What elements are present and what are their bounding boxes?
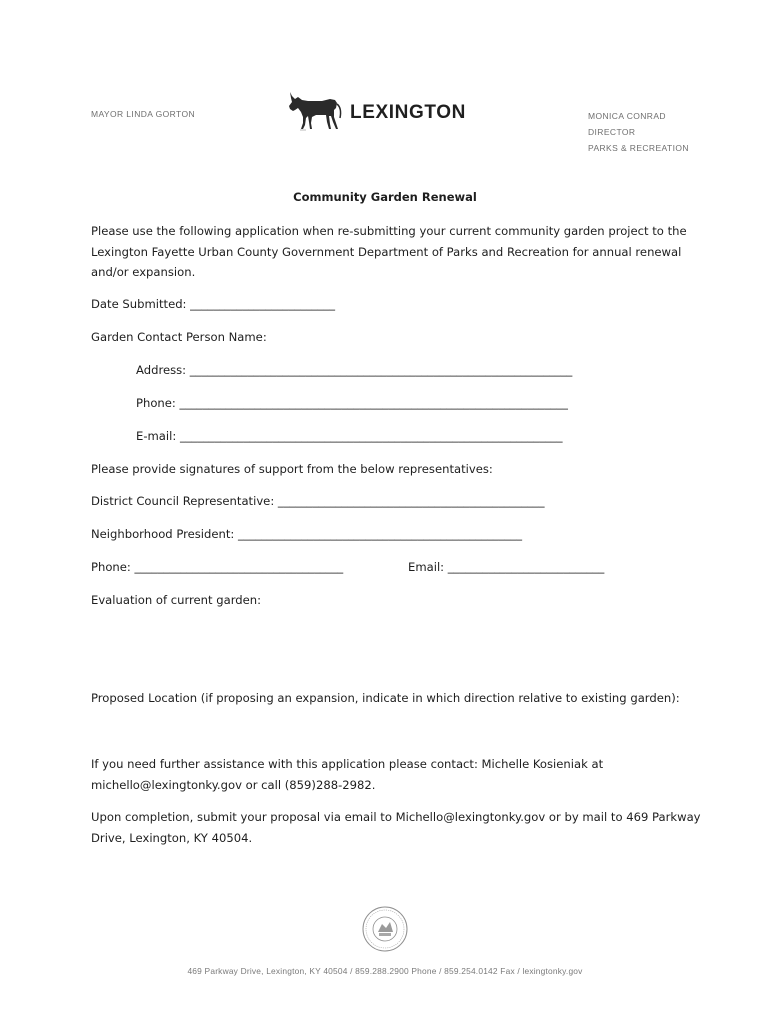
footer-contact: 469 Parkway Drive, Lexington, KY 40504 / 859.288.2900 Phone / 859.254.0142 Fax / lexingtonky.gov <box>187 966 583 976</box>
intro-line: Lexington Fayette Urban County Government Department of Parks and Recreation for annual renewal <box>91 244 682 259</box>
district-rep-field[interactable]: District Council Representative: ______________________________________________ <box>91 494 545 508</box>
form-title: Community Garden Renewal <box>293 190 477 204</box>
logo-wordmark: LEXINGTON <box>350 102 466 123</box>
evaluation-label: Evaluation of current garden: <box>91 593 261 607</box>
horse-icon <box>286 90 344 134</box>
assistance-line: If you need further assistance with this application please contact: Michelle Kosieniak at <box>91 757 604 771</box>
date-submitted-field[interactable]: Date Submitted: _________________________ <box>91 297 336 311</box>
proposed-location-label: Proposed Location (if proposing an expansion, indicate in which direction relative to existing garden): <box>91 691 680 705</box>
address-field[interactable]: Address: __________________________________________________________________ <box>136 363 573 377</box>
city-seal-icon <box>362 906 408 952</box>
director-block <box>588 108 689 156</box>
submission-line: Upon completion, submit your proposal via email to Michello@lexingtonky.gov or by mail to 469 Parkway <box>91 810 701 824</box>
mayor-name: MAYOR LINDA GORTON <box>91 109 196 119</box>
department-name: PARKS & RECREATION <box>588 143 689 153</box>
director-name: MONICA CONRAD <box>588 111 666 121</box>
intro-paragraph <box>91 221 687 283</box>
submission-line: Drive, Lexington, KY 40504. <box>91 830 253 845</box>
rep-phone-field[interactable]: Phone: ____________________________________ <box>91 560 344 574</box>
phone-field[interactable]: Phone: ___________________________________________________________________ <box>136 396 568 410</box>
assistance-line: michello@lexingtonky.gov or call (859)288-2982. <box>91 777 376 792</box>
contact-name-label: Garden Contact Person Name: <box>91 330 267 344</box>
assistance-paragraph <box>91 754 603 795</box>
intro-line: and/or expansion. <box>91 265 196 279</box>
email-field[interactable]: E-mail: __________________________________________________________________ <box>136 429 563 443</box>
signatures-prompt: Please provide signatures of support from the below representatives: <box>91 462 493 476</box>
intro-line: Please use the following application when re-submitting your current community garden project to the <box>91 224 687 238</box>
director-title: DIRECTOR <box>588 127 636 137</box>
rep-email-field[interactable]: Email: ___________________________ <box>408 560 605 574</box>
neighborhood-president-field[interactable]: Neighborhood President: _________________________________________________ <box>91 527 523 541</box>
submission-paragraph <box>91 807 701 848</box>
lexington-logo <box>286 90 486 134</box>
